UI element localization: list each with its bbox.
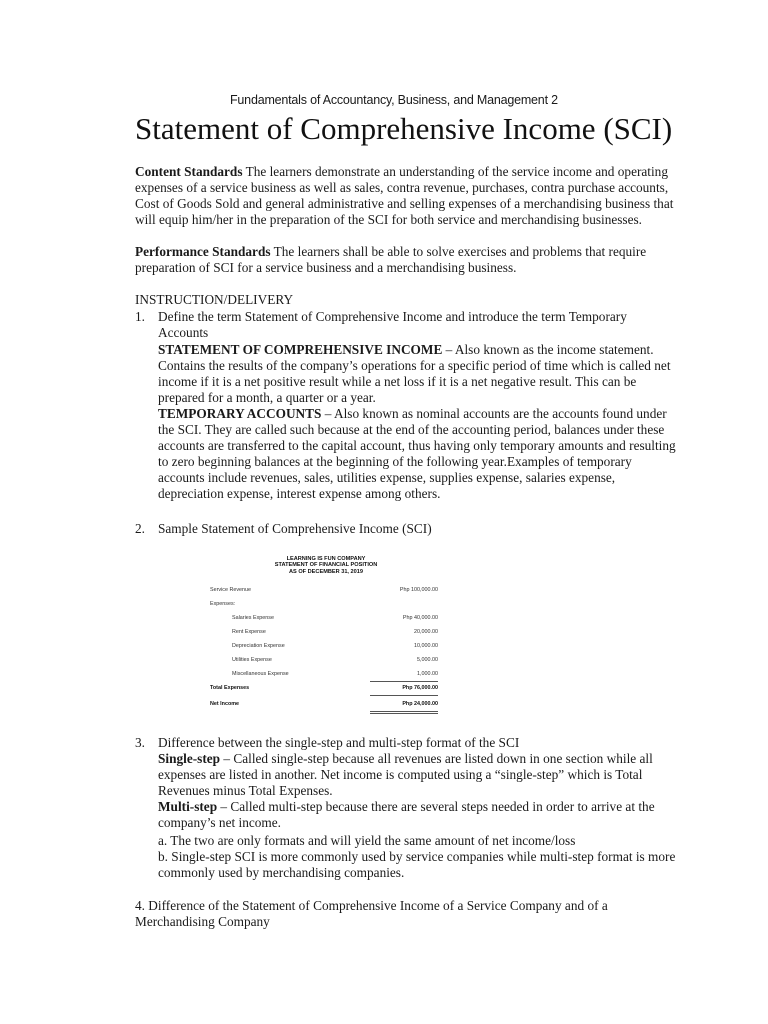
item-2-number: 2. — [135, 521, 145, 536]
statement-amount: Php 76,000.00 — [402, 685, 438, 691]
course-name: Fundamentals of Accountancy, Business, and Management 2 — [230, 93, 558, 107]
total-line — [370, 695, 438, 696]
item-3-number: 3. — [135, 735, 145, 750]
statement-amount: 1,000.00 — [417, 671, 438, 677]
statement-label: Total Expenses — [210, 685, 250, 691]
performance-standards-text: The learners shall be able to solve exercises and problems that require preparation of SCI for a service business and a merchandising business. — [135, 244, 647, 275]
single-step-text: – Called single-step because all revenues are listed down in one section while all expenses are listed in another. Net income is computed using a “single-step” which is Total Revenues minus Total Expenses. — [158, 751, 653, 798]
statement-label: Expenses: — [210, 601, 236, 607]
note-b: b. Single-step SCI is more commonly used by service companies while multi-step format is more commonly used by merchandising companies. — [158, 849, 676, 880]
item-2-text: Sample Statement of Comprehensive Income (SCI) — [158, 521, 432, 536]
single-step-label: Single-step — [158, 751, 221, 766]
note-a: a. The two are only formats and will yield the same amount of net income/loss — [158, 833, 576, 848]
single-step-definition — [158, 751, 678, 799]
statement-label: Depreciation Expense — [232, 643, 285, 649]
sci-definition-text: – Also known as the income statement. Contains the results of the company’s operations for a specific period of time which is called net income if it is a net positive result while a net loss if it is a net negative result. This can be prepared for a month, a quarter or a year. — [158, 342, 671, 405]
performance-standards-label: Performance Standards — [135, 244, 271, 259]
statement-company: LEARNING IS FUN COMPANY — [286, 556, 366, 562]
sample-statement — [200, 552, 450, 720]
multi-step-label: Multi-step — [158, 799, 218, 814]
content-standards-paragraph — [135, 164, 675, 228]
temporary-accounts-text: – Also known as nominal accounts are the accounts found under the SCI. They are called such because at the end of the accounting period, balances under these accounts are transferred to the capital account, thus having only temporary amounts and resulting to zero beginning balances at the beginning of the following year.Examples of temporary accounts include revenues, sales, utilities expense, supplies expense, salaries expense, depreciation expense, interest expense among others. — [158, 406, 676, 501]
multi-step-definition — [158, 799, 678, 831]
sci-definition — [158, 342, 678, 406]
instruction-heading: INSTRUCTION/DELIVERY — [135, 292, 294, 307]
statement-name: STATEMENT OF FINANCIAL POSITION — [274, 562, 378, 569]
statement-label: Rent Expense — [232, 629, 266, 635]
statement-date: AS OF DECEMBER 31, 2019 — [289, 568, 363, 575]
page-title: Statement of Comprehensive Income (SCI) — [135, 111, 673, 146]
statement-amount: 20,000.00 — [414, 629, 438, 635]
double-underline-bottom — [370, 713, 438, 714]
statement-label: Service Revenue — [210, 587, 252, 593]
statement-amount: Php 100,000.00 — [399, 587, 438, 593]
item-4-text: 4. Difference of the Statement of Comprehensive Income of a Service Company and of a Merchandising Company — [135, 898, 608, 929]
item-3-text: Difference between the single-step and multi-step format of the SCI — [158, 735, 520, 750]
item-1-text: Define the term Statement of Comprehensive Income and introduce the term Temporary Accounts — [158, 309, 627, 340]
statement-label: Net Income — [210, 701, 240, 707]
statement-label: Miscellaneous Expense — [232, 671, 289, 677]
temporary-accounts-definition — [158, 406, 678, 502]
statement-label: Salaries Expense — [232, 615, 274, 621]
item-1-number: 1. — [135, 309, 145, 324]
statement-amount: Php 40,000.00 — [402, 615, 438, 621]
statement-amount: 5,000.00 — [417, 657, 438, 663]
statement-label: Utilities Expense — [232, 657, 272, 663]
performance-standards-paragraph — [135, 244, 675, 276]
temporary-accounts-label: TEMPORARY ACCOUNTS — [158, 406, 322, 421]
content-standards-label: Content Standards — [135, 164, 243, 179]
subtotal-line — [370, 681, 438, 682]
double-underline-top — [370, 711, 438, 712]
statement-amount: 10,000.00 — [414, 643, 438, 649]
content-standards-text: The learners demonstrate an understanding of the service income and operating expenses of a service business as well as sales, contra revenue, purchases, contra purchase accounts, Cost of Goods Sold and general administrative and selling expenses of a merchandising business that will equip him/her in the preparation of the SCI for both service and merchandising businesses. — [135, 164, 674, 227]
statement-amount: Php 24,000.00 — [402, 701, 438, 707]
sci-definition-label: STATEMENT OF COMPREHENSIVE INCOME — [158, 342, 443, 357]
multi-step-text: – Called multi-step because there are several steps needed in order to arrive at the company’s net income. — [158, 799, 655, 830]
